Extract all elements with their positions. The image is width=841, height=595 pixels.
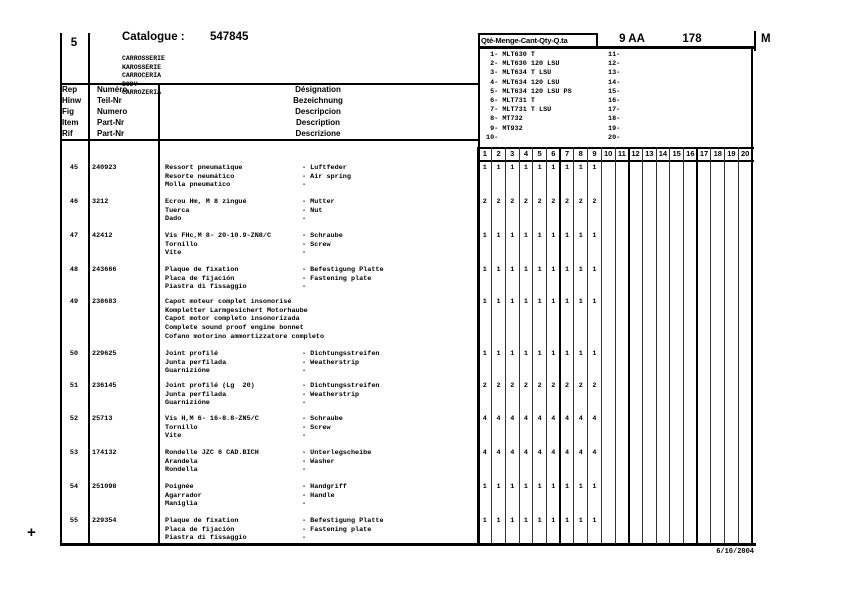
qty-column-number: 3 bbox=[510, 149, 515, 158]
row-part-number: 42412 bbox=[92, 232, 113, 240]
row-designation-line: Rondella bbox=[165, 466, 198, 475]
qty-column-number: 2 bbox=[496, 149, 501, 158]
row-translation-line: - Befestigung Platte bbox=[302, 517, 384, 525]
row-qty-cell: 2 bbox=[482, 382, 487, 390]
row-translation-line: - Fastening plate bbox=[302, 274, 372, 283]
row-qty-cell: 1 bbox=[510, 232, 515, 240]
row-qty-cell: 2 bbox=[564, 382, 570, 390]
qty-grid-line bbox=[710, 147, 711, 544]
row-qty-cell: 4 bbox=[482, 415, 487, 423]
qty-column-number: 20 bbox=[740, 149, 750, 158]
side-marker: M bbox=[761, 33, 771, 45]
row-qty-cell: 2 bbox=[510, 382, 515, 390]
row-qty-cell: 4 bbox=[564, 449, 570, 457]
row-qty-cell: 4 bbox=[578, 415, 583, 423]
row-qty-cell: 2 bbox=[578, 382, 583, 390]
row-item-number: 55 bbox=[69, 517, 79, 525]
row-qty-cell: 1 bbox=[537, 517, 542, 525]
row-translation-line: - Screw bbox=[302, 240, 331, 249]
qty-box-top-border bbox=[478, 33, 598, 35]
rep-column-divider bbox=[88, 33, 90, 546]
designation-header-line: Descrizione bbox=[295, 128, 341, 138]
row-translation-line: - bbox=[302, 249, 307, 258]
model-list-item: 10- bbox=[486, 133, 499, 142]
body-title: BODY bbox=[122, 80, 138, 88]
qty-header-label: Qté-Menge-Cant-Qty-Q.ta bbox=[481, 36, 568, 45]
row-qty-cell: 1 bbox=[537, 298, 542, 306]
row-qty-cell: 1 bbox=[551, 350, 556, 358]
row-qty-cell: 2 bbox=[592, 382, 597, 390]
row-qty-cell: 1 bbox=[510, 517, 515, 525]
row-part-number: 174132 bbox=[92, 449, 117, 457]
row-qty-cell: 1 bbox=[564, 232, 570, 240]
rep-header-line: Fig bbox=[62, 106, 74, 116]
row-qty-cell: 1 bbox=[496, 350, 501, 358]
model-box-right-border bbox=[751, 47, 753, 148]
row-item-number: 46 bbox=[69, 198, 79, 206]
qty-grid-line bbox=[683, 147, 684, 544]
qty-grid-line bbox=[656, 147, 657, 544]
row-qty-cell: 1 bbox=[592, 517, 597, 525]
rep-header-line: Rif bbox=[62, 128, 73, 138]
row-qty-cell: 2 bbox=[578, 198, 583, 206]
row-qty-cell: 1 bbox=[496, 517, 501, 525]
qty-column-number: 19 bbox=[727, 149, 736, 158]
row-qty-cell: 4 bbox=[510, 449, 515, 457]
row-designation-line: Joint profilé bbox=[165, 350, 219, 358]
row-designation-line: Vis H,M 6- 16-8.8-ZN5/C bbox=[165, 415, 259, 423]
body-title: CARROSSERIE bbox=[122, 55, 165, 62]
row-translation-line: - Air spring bbox=[302, 172, 351, 181]
qty-column-number: 9 bbox=[592, 149, 597, 158]
row-qty-cell: 2 bbox=[551, 382, 556, 390]
row-qty-cell: 1 bbox=[564, 298, 570, 306]
qty-column-number: 17 bbox=[699, 149, 709, 158]
qty-column-number: 6 bbox=[551, 149, 556, 158]
row-qty-cell: 1 bbox=[592, 298, 597, 306]
row-designation-line: Tornillo bbox=[165, 240, 198, 249]
row-item-number: 52 bbox=[69, 415, 79, 423]
body-title: CARROZERIA bbox=[122, 89, 162, 97]
row-qty-cell: 1 bbox=[578, 517, 583, 525]
model-list-item: 6- MLT731 T bbox=[486, 97, 535, 105]
body-title: KAROSSERIE bbox=[122, 63, 162, 71]
row-qty-cell: 4 bbox=[523, 415, 528, 423]
row-translation-line: - Handgriff bbox=[302, 483, 347, 491]
row-designation-line: Guarnizióne bbox=[165, 367, 210, 376]
row-item-number: 53 bbox=[69, 449, 79, 457]
qty-column-number: 8 bbox=[578, 149, 583, 158]
row-qty-cell: 4 bbox=[537, 415, 542, 423]
row-part-number: 25713 bbox=[92, 415, 113, 423]
qty-column-number: 14 bbox=[658, 149, 668, 158]
row-qty-cell: 1 bbox=[578, 483, 583, 491]
row-item-number: 45 bbox=[69, 164, 79, 172]
row-designation-line: Joint profilé (Lg 20) bbox=[165, 382, 255, 390]
row-qty-cell: 1 bbox=[578, 350, 583, 358]
row-qty-cell: 1 bbox=[551, 483, 556, 491]
part-number-header-line: Part-Nr bbox=[97, 117, 125, 127]
qty-grid-line bbox=[696, 147, 698, 544]
row-item-number: 49 bbox=[69, 298, 79, 306]
row-translation-line: - Fastening plate bbox=[302, 525, 372, 534]
right-header-thick-border bbox=[478, 46, 756, 49]
row-qty-cell: 2 bbox=[523, 382, 528, 390]
row-qty-cell: 1 bbox=[482, 266, 487, 274]
row-designation-line: Agarrador bbox=[165, 491, 202, 500]
model-list-item: 16- bbox=[608, 97, 621, 105]
row-translation-line: - Mutter bbox=[302, 198, 335, 206]
rep-header-line: Item bbox=[62, 117, 79, 127]
row-qty-cell: 1 bbox=[564, 483, 570, 491]
row-qty-cell: 1 bbox=[551, 266, 556, 274]
row-qty-cell: 2 bbox=[592, 198, 597, 206]
row-qty-cell: 1 bbox=[578, 298, 583, 306]
row-part-number: 229354 bbox=[92, 517, 117, 525]
row-translation-line: - Unterlegscheibe bbox=[302, 449, 372, 457]
row-designation-line: Junta perfilada bbox=[165, 358, 227, 367]
model-list-item: 11- bbox=[608, 51, 621, 59]
model-list-item: 7- MLT731 T LSU bbox=[486, 106, 552, 115]
model-list-item: 20- bbox=[608, 133, 621, 142]
row-qty-cell: 1 bbox=[551, 517, 556, 525]
row-qty-cell: 4 bbox=[496, 449, 501, 457]
row-qty-cell: 4 bbox=[551, 449, 556, 457]
row-designation-line: Junta perfilada bbox=[165, 390, 227, 399]
row-qty-cell: 4 bbox=[578, 449, 583, 457]
row-item-number: 47 bbox=[69, 232, 79, 240]
row-qty-cell: 1 bbox=[482, 164, 487, 172]
row-designation-line: Cofano motorino ammortizzatore completo bbox=[165, 332, 325, 341]
row-qty-cell: 1 bbox=[564, 266, 570, 274]
row-translation-line: - bbox=[302, 466, 307, 475]
row-translation-line: - Luftfeder bbox=[302, 164, 347, 172]
row-designation-line: Plaque de fixation bbox=[165, 517, 239, 525]
qty-column-number: 13 bbox=[645, 149, 654, 158]
section-number: 5 bbox=[70, 37, 78, 49]
row-designation-line: Dado bbox=[165, 215, 182, 224]
row-qty-cell: 4 bbox=[510, 415, 515, 423]
row-qty-cell: 1 bbox=[564, 350, 570, 358]
table-bottom-border bbox=[60, 543, 756, 546]
qty-box-right-border bbox=[596, 33, 598, 47]
row-designation-line: Capot moteur complet insonorisé bbox=[165, 298, 292, 306]
row-designation-line: Placa de fijación bbox=[165, 274, 235, 283]
row-qty-cell: 4 bbox=[551, 415, 556, 423]
part-number-header-line: Numéro bbox=[97, 85, 128, 94]
row-designation-line: Ecrou Hm, M 8 zingué bbox=[165, 198, 247, 206]
row-qty-cell: 1 bbox=[523, 483, 528, 491]
body-title: CARROCERIA bbox=[122, 72, 162, 80]
catalogue-label: Catalogue : bbox=[122, 31, 185, 43]
row-designation-line: Kompletter Larmgesichert Motorhaube bbox=[165, 306, 308, 315]
row-qty-cell: 1 bbox=[523, 350, 528, 358]
row-translation-line: - bbox=[302, 181, 307, 190]
row-qty-cell: 1 bbox=[482, 483, 487, 491]
row-part-number: 251098 bbox=[92, 483, 117, 491]
model-list-item: 1- MLT630 T bbox=[486, 51, 535, 59]
row-qty-cell: 1 bbox=[578, 232, 583, 240]
row-designation-line: Poignée bbox=[165, 483, 194, 491]
row-qty-cell: 1 bbox=[564, 517, 570, 525]
row-item-number: 48 bbox=[69, 266, 79, 274]
qty-column-number: 12 bbox=[631, 149, 640, 158]
model-list-item: 13- bbox=[608, 69, 621, 78]
row-designation-line: Vis FHc,M 8- 20-10.9-ZN8/C bbox=[165, 232, 272, 240]
row-qty-cell: 1 bbox=[551, 232, 556, 240]
row-qty-cell: 1 bbox=[537, 164, 542, 172]
part-number-header-line: Part-Nr bbox=[97, 128, 125, 138]
qty-column-number: 16 bbox=[686, 149, 695, 158]
row-designation-line: Piastra di fissaggio bbox=[165, 534, 247, 543]
row-qty-cell: 1 bbox=[523, 517, 528, 525]
row-translation-line: - Dichtungsstreifen bbox=[302, 382, 380, 390]
row-translation-line: - Weatherstrip bbox=[302, 390, 360, 399]
row-qty-cell: 4 bbox=[592, 449, 597, 457]
row-designation-line: Guarnizióne bbox=[165, 399, 210, 408]
designation-header-line: Désignation bbox=[295, 85, 341, 94]
row-qty-cell: 1 bbox=[482, 350, 487, 358]
row-designation-line: Plaque de fixation bbox=[165, 266, 239, 274]
row-qty-cell: 1 bbox=[482, 298, 487, 306]
row-part-number: 243666 bbox=[92, 266, 117, 274]
row-qty-cell: 1 bbox=[564, 164, 570, 172]
row-qty-cell: 1 bbox=[523, 298, 528, 306]
row-part-number: 236145 bbox=[92, 382, 117, 390]
row-qty-cell: 1 bbox=[578, 266, 583, 274]
row-designation-line: Vite bbox=[165, 432, 182, 441]
row-qty-cell: 2 bbox=[496, 198, 501, 206]
row-translation-line: - Washer bbox=[302, 457, 335, 466]
row-qty-cell: 1 bbox=[551, 164, 556, 172]
row-qty-cell: 1 bbox=[592, 483, 597, 491]
row-qty-cell: 2 bbox=[564, 198, 570, 206]
qty-column-number: 18 bbox=[713, 149, 722, 158]
row-designation-line: Tornillo bbox=[165, 423, 198, 432]
row-designation-line: Rondelle JZC 6 CAD.BICH bbox=[165, 449, 259, 457]
row-qty-cell: 1 bbox=[496, 298, 501, 306]
row-designation-line: Maniglia bbox=[165, 500, 198, 509]
row-qty-cell: 1 bbox=[523, 232, 528, 240]
row-designation-line: Tuerca bbox=[165, 206, 190, 215]
rep-header-line: Hinw bbox=[62, 95, 82, 105]
row-designation-line: Piastra di fissaggio bbox=[165, 283, 247, 292]
row-qty-cell: 1 bbox=[510, 266, 515, 274]
row-qty-cell: 4 bbox=[496, 415, 501, 423]
row-qty-cell: 4 bbox=[523, 449, 528, 457]
row-translation-line: - Befestigung Platte bbox=[302, 266, 384, 274]
qty-column-number: 4 bbox=[523, 149, 529, 158]
part-number-header-line: Numero bbox=[97, 106, 128, 116]
row-translation-line: - Schraube bbox=[302, 232, 343, 240]
row-translation-line: - bbox=[302, 399, 307, 408]
footer-date: 6/10/2004 bbox=[716, 548, 754, 556]
row-item-number: 54 bbox=[69, 483, 79, 491]
model-list-item: 3- MLT634 T LSU bbox=[486, 69, 552, 78]
row-qty-cell: 2 bbox=[510, 198, 515, 206]
row-part-number: 229625 bbox=[92, 350, 117, 358]
row-qty-cell: 1 bbox=[496, 266, 501, 274]
qty-grid-line bbox=[751, 147, 753, 544]
row-part-number: 3212 bbox=[92, 198, 109, 206]
catalogue-number: 547845 bbox=[210, 31, 249, 43]
designation-header-line: Descripcion bbox=[295, 106, 341, 116]
model-list-item: 5- MLT634 120 LSU PS bbox=[486, 87, 572, 96]
row-designation-line: Ressort pneumatique bbox=[165, 164, 243, 172]
row-designation-line: Vite bbox=[165, 249, 182, 258]
row-qty-cell: 1 bbox=[496, 164, 501, 172]
row-qty-cell: 1 bbox=[496, 232, 501, 240]
row-qty-cell: 4 bbox=[482, 449, 487, 457]
qty-grid-line bbox=[615, 147, 616, 544]
rep-header-line: Rep bbox=[62, 85, 78, 94]
model-list-item: 15- bbox=[608, 87, 621, 96]
row-translation-line: - Weatherstrip bbox=[302, 358, 360, 367]
row-qty-cell: 2 bbox=[482, 198, 487, 206]
row-item-number: 50 bbox=[69, 350, 79, 358]
model-list-item: 19- bbox=[608, 124, 621, 133]
row-designation-line: Complete sound proof engine bonnet bbox=[165, 324, 304, 333]
qty-grid-line bbox=[669, 147, 670, 544]
row-translation-line: - bbox=[302, 283, 307, 292]
row-translation-line: - Screw bbox=[302, 423, 331, 432]
row-designation-line: Capot motor completo insonorizada bbox=[165, 315, 300, 324]
row-qty-cell: 1 bbox=[537, 483, 542, 491]
row-qty-cell: 1 bbox=[510, 350, 515, 358]
row-qty-cell: 1 bbox=[537, 350, 542, 358]
row-qty-cell: 1 bbox=[510, 164, 515, 172]
model-list-item: 2- MLT630 120 LSU bbox=[486, 60, 560, 69]
designation-header-line: Description bbox=[295, 117, 340, 127]
row-qty-cell: 2 bbox=[551, 198, 556, 206]
row-translation-line: - Schraube bbox=[302, 415, 343, 423]
row-qty-cell: 1 bbox=[592, 350, 597, 358]
model-list-item: 18- bbox=[608, 115, 621, 124]
row-qty-cell: 2 bbox=[496, 382, 501, 390]
row-translation-line: - Dichtungsstreifen bbox=[302, 350, 380, 358]
row-designation-line: Arandela bbox=[165, 457, 198, 466]
row-translation-line: - bbox=[302, 432, 307, 441]
row-item-number: 51 bbox=[69, 382, 79, 390]
qty-column-number: 15 bbox=[672, 149, 681, 158]
row-translation-line: - Handle bbox=[302, 491, 335, 500]
number-column-divider bbox=[158, 83, 160, 546]
row-qty-cell: 2 bbox=[523, 198, 528, 206]
row-qty-cell: 4 bbox=[592, 415, 597, 423]
qty-grid-line bbox=[628, 147, 630, 544]
model-list-item: 14- bbox=[608, 78, 621, 87]
row-qty-cell: 1 bbox=[482, 517, 487, 525]
row-qty-cell: 4 bbox=[537, 449, 542, 457]
model-list-item: 8- MT732 bbox=[486, 115, 523, 124]
row-designation-line: Placa de fijación bbox=[165, 525, 235, 534]
model-list-item: 17- bbox=[608, 106, 621, 115]
qty-column-number: 11 bbox=[617, 149, 626, 158]
row-qty-cell: 1 bbox=[592, 164, 597, 172]
qty-grid-line bbox=[642, 147, 643, 544]
row-qty-cell: 1 bbox=[592, 232, 597, 240]
model-list-item: 9- MT932 bbox=[486, 124, 523, 133]
qty-column-number: 10 bbox=[603, 149, 613, 158]
qty-column-number: 1 bbox=[482, 149, 487, 158]
row-qty-cell: 1 bbox=[537, 232, 542, 240]
row-translation-line: - bbox=[302, 215, 307, 224]
qty-grid-line bbox=[738, 147, 739, 544]
row-qty-cell: 4 bbox=[564, 415, 570, 423]
row-qty-cell: 1 bbox=[523, 266, 528, 274]
row-qty-cell: 1 bbox=[578, 164, 583, 172]
row-designation-line: Resorte neumático bbox=[165, 172, 235, 181]
part-number-header-line: Teil-Nr bbox=[97, 95, 122, 105]
row-translation-line: - bbox=[302, 534, 307, 543]
designation-header-line: Bezeichnung bbox=[293, 95, 343, 105]
row-qty-cell: 1 bbox=[551, 298, 556, 306]
row-qty-cell: 1 bbox=[510, 298, 515, 306]
row-part-number: 240923 bbox=[92, 164, 117, 172]
row-qty-cell: 1 bbox=[510, 483, 515, 491]
qty-column-number: 7 bbox=[564, 149, 570, 158]
row-designation-line: Molla pneumatico bbox=[165, 181, 231, 190]
row-translation-line: - bbox=[302, 500, 307, 509]
row-part-number: 238683 bbox=[92, 298, 117, 306]
qty-column-number: 5 bbox=[537, 149, 542, 158]
qty-grid-line bbox=[724, 147, 725, 544]
row-qty-cell: 2 bbox=[537, 198, 542, 206]
row-translation-line: - bbox=[302, 367, 307, 376]
model-list-item: 4- MLT634 120 LSU bbox=[486, 78, 560, 87]
row-qty-cell: 1 bbox=[592, 266, 597, 274]
model-list-item: 12- bbox=[608, 60, 621, 69]
figure-code: 9 AA bbox=[619, 33, 645, 45]
row-qty-cell: 1 bbox=[523, 164, 528, 172]
page-number: 178 bbox=[682, 33, 702, 45]
row-qty-cell: 1 bbox=[496, 483, 501, 491]
plus-marker: + bbox=[27, 524, 36, 541]
row-qty-cell: 1 bbox=[537, 266, 542, 274]
row-qty-cell: 2 bbox=[537, 382, 542, 390]
row-qty-cell: 1 bbox=[482, 232, 487, 240]
row-translation-line: - Nut bbox=[302, 206, 323, 215]
